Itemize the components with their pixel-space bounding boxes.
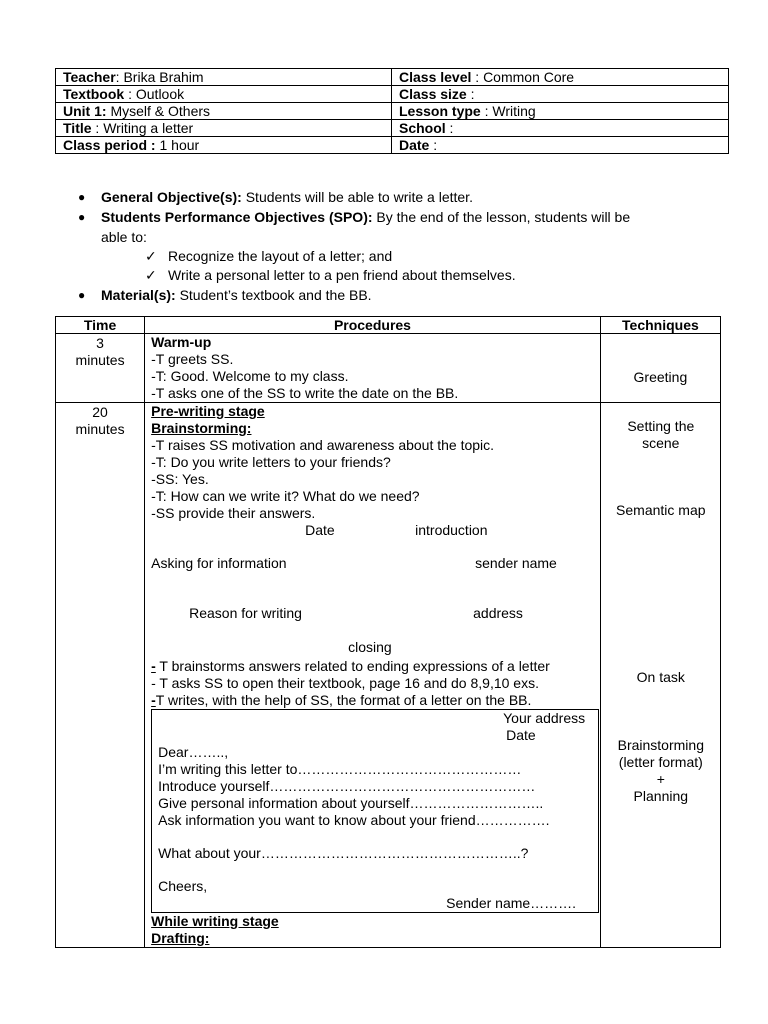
lesson-type-cell: Lesson type : Writing [392, 103, 729, 120]
letter-line: Give personal information about yourself……………………….. [158, 795, 544, 811]
teacher-cell: Teacher: Brika Brahim [56, 69, 392, 86]
time-value: 3 [96, 335, 104, 351]
class-level-label: Class level [399, 69, 472, 85]
teacher-value: Brika Brahim [123, 69, 204, 85]
spo-text: By the end of the lesson, students will be [376, 209, 631, 225]
materials [78, 285, 728, 305]
technique-on-task: On task [636, 669, 685, 685]
title-cell: Title : Writing a letter [56, 120, 392, 137]
dash-prefix: - [151, 658, 156, 674]
while-writing-heading: While writing stage [151, 913, 279, 929]
procedure-text: T writes, with the help of SS, the format of a letter on the BB. [155, 692, 532, 708]
lesson-type-label: Lesson type [399, 103, 481, 119]
objectives-section [78, 187, 728, 305]
technique-text: Setting the [627, 418, 695, 434]
procedure-line [151, 692, 600, 709]
procedure-cell [145, 403, 601, 948]
info-row [56, 120, 729, 137]
procedure-line: -T: Do you write letters to your friends? [151, 454, 391, 470]
table-header-row [56, 317, 721, 334]
dash-prefix: - [151, 692, 156, 708]
teacher-label: Teacher [63, 69, 116, 85]
general-objective-label: General Objective(s): [101, 189, 242, 205]
technique-text: scene [642, 435, 680, 451]
spo-objective [78, 207, 728, 247]
title-label: Title [63, 120, 92, 136]
map-node-asking: Asking for information [151, 555, 287, 571]
letter-closing: Cheers, [158, 878, 208, 894]
letter-date: Date [506, 727, 536, 743]
info-row [56, 86, 729, 103]
check-item-text: Recognize the layout of a letter; and [168, 248, 393, 264]
header-time: Time [56, 317, 145, 334]
lesson-info-table [55, 68, 729, 154]
technique-text: Planning [633, 788, 689, 804]
lesson-type-value: Writing [492, 103, 536, 119]
table-row [56, 403, 721, 948]
map-node-date: Date [305, 522, 335, 538]
date-label: Date [399, 137, 430, 153]
table-row [56, 334, 721, 403]
bullet-icon: ● [78, 210, 86, 224]
procedure-line: -SS: Yes. [151, 471, 209, 487]
procedure-line: -T raises SS motivation and awareness about the topic. [151, 437, 495, 453]
spo-text-continued: able to: [101, 229, 147, 245]
info-row [56, 137, 729, 154]
textbook-cell: Textbook : Outlook [56, 86, 392, 103]
materials-text: Student’s textbook and the BB. [179, 287, 372, 303]
procedure-cell [145, 334, 601, 403]
header-procedures: Procedures [145, 317, 601, 334]
technique-cell [600, 403, 720, 948]
procedure-line: -T: How can we write it? What do we need? [151, 488, 420, 504]
school-cell: School : [392, 120, 729, 137]
letter-line: Introduce yourself………………………………………………… [158, 778, 536, 794]
textbook-label: Textbook [63, 86, 125, 102]
period-cell [56, 137, 392, 154]
map-node-reason: Reason for writing [189, 605, 302, 621]
map-node-sender: sender name [475, 555, 557, 571]
time-unit: minutes [75, 352, 125, 368]
map-node-address: address [473, 605, 523, 621]
letter-greeting: Dear…….., [158, 744, 229, 760]
time-value: 20 [92, 404, 108, 420]
class-level-cell: Class level : Common Core [392, 69, 729, 86]
info-row [56, 103, 729, 120]
spo-check-item [78, 247, 728, 266]
letter-signature: Sender name………. [446, 895, 577, 911]
procedure-line: -T asks one of the SS to write the date on the BB. [151, 385, 459, 401]
drafting-heading: Drafting: [151, 930, 210, 946]
check-item-text: Write a personal letter to a pen friend about themselves. [168, 267, 516, 283]
checkmark-icon: ✓ [145, 267, 157, 283]
time-cell [56, 403, 145, 948]
technique-semantic-map: Semantic map [616, 502, 706, 518]
procedure-line: -T: Good. Welcome to my class. [151, 368, 349, 384]
unit-label: Unit 1: [63, 103, 107, 119]
letter-line: Ask information you want to know about your friend……………. [158, 812, 550, 828]
class-size-cell: Class size : [392, 86, 729, 103]
technique-greeting: Greeting [633, 369, 688, 385]
unit-cell [56, 103, 392, 120]
period-value: 1 hour [159, 137, 200, 153]
semantic-map [151, 522, 600, 658]
bullet-icon: ● [78, 288, 86, 302]
checkmark-icon: ✓ [145, 248, 157, 264]
letter-address: Your address [503, 710, 586, 726]
title-value: Writing a letter [103, 120, 194, 136]
procedure-line: - T asks SS to open their textbook, page 16 and do 8,9,10 exs. [151, 675, 539, 691]
procedures-table [55, 316, 721, 948]
date-cell: Date : [392, 137, 729, 154]
map-node-closing: closing [348, 639, 392, 655]
textbook-value: Outlook [135, 86, 185, 102]
procedure-line [151, 658, 600, 675]
map-node-introduction: introduction [415, 522, 488, 538]
procedure-line: -T greets SS. [151, 351, 234, 367]
letter-format-box [151, 709, 599, 913]
period-label: Class period : [63, 137, 156, 153]
bullet-icon: ● [78, 190, 86, 204]
letter-line: What about your………………………………………………..? [158, 845, 529, 861]
spo-check-item [78, 266, 728, 285]
technique-text: + [656, 771, 665, 787]
procedure-text: T brainstorms answers related to ending expressions of a letter [155, 658, 550, 674]
pre-writing-heading: Pre-writing stage [151, 403, 265, 419]
unit-value: Myself & Others [110, 103, 211, 119]
materials-label: Material(s): [101, 287, 176, 303]
procedure-line: -SS provide their answers. [151, 505, 316, 521]
technique-text: Brainstorming [617, 737, 704, 753]
time-cell [56, 334, 145, 403]
info-row [56, 69, 729, 86]
spo-label: Students Performance Objectives (SPO): [101, 209, 373, 225]
technique-brainstorming [601, 737, 721, 805]
technique-cell [600, 334, 720, 403]
warm-up-heading: Warm-up [151, 334, 212, 350]
class-level-value: Common Core [483, 69, 575, 85]
general-objective [78, 187, 728, 207]
brainstorming-heading: Brainstorming: [151, 420, 252, 436]
letter-line: I’m writing this letter to………………………………………… [158, 761, 522, 777]
header-techniques: Techniques [600, 317, 720, 334]
technique-text: (letter format) [618, 754, 703, 770]
general-objective-text: Students will be able to write a letter. [245, 189, 473, 205]
time-unit: minutes [75, 421, 125, 437]
technique-setting-scene [601, 418, 721, 452]
school-label: School [399, 120, 446, 136]
class-size-label: Class size [399, 86, 467, 102]
